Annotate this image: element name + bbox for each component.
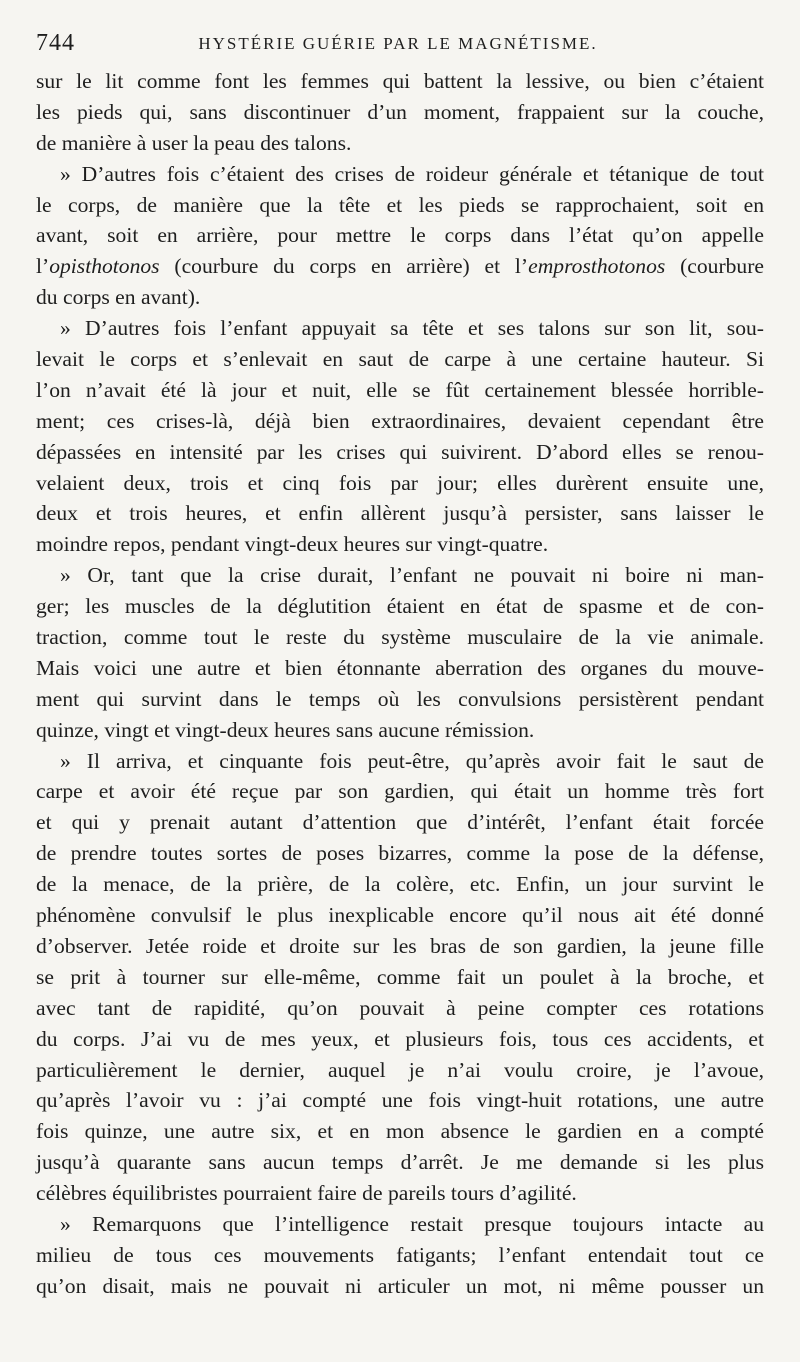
text-line: du corps en avant). xyxy=(36,285,201,310)
text-fragment: l’ xyxy=(36,254,50,279)
text-line: traction, comme tout le reste du système musculaire de la vie animale. xyxy=(36,625,764,650)
text-line: de prendre toutes sortes de poses bizarres, comme la pose de la défense, xyxy=(36,841,764,866)
text-line: qu’après l’avoir vu : j’ai compté une fois vingt-huit rotations, une autre xyxy=(36,1088,764,1113)
text-line: le corps, de manière que la tête et les pieds se rapprochaient, soit en xyxy=(36,192,764,217)
text-line: » D’autres fois c’étaient des crises de roideur générale et tétanique de tout xyxy=(60,161,764,186)
text-line: de manière à user la peau des talons. xyxy=(36,130,352,155)
text-line: fois quinze, une autre six, et en mon absence le gardien en a compté xyxy=(36,1119,764,1144)
text-line: levait le corps et s’enlevait en saut de carpe à une certaine hauteur. Si xyxy=(36,347,764,372)
text-line: célèbres équilibristes pourraient faire de pareils tours d’agilité. xyxy=(36,1181,577,1206)
text-line: Mais voici une autre et bien étonnante aberration des organes du mouve- xyxy=(36,655,764,680)
text-line: avec tant de rapidité, qu’on pouvait à peine compter ces rotations xyxy=(36,995,764,1020)
text-line: milieu de tous ces mouvements fatigants; l’enfant entendait tout ce xyxy=(36,1242,764,1267)
text-line: » Il arriva, et cinquante fois peut-être, qu’après avoir fait le saut de xyxy=(60,748,764,773)
text-line: qu’on disait, mais ne pouvait ni articuler un mot, ni même pousser un xyxy=(36,1273,764,1298)
page-header xyxy=(36,30,760,60)
text-line: deux et trois heures, et enfin allèrent jusqu’à persister, sans laisser le xyxy=(36,501,764,526)
text-line: dépassées en intensité par les crises qui suivirent. D’abord elles se renou- xyxy=(36,439,764,464)
text-line: » Remarquons que l’intelligence restait presque toujours intacte au xyxy=(60,1211,764,1236)
text-line: du corps. J’ai vu de mes yeux, et plusieurs fois, tous ces accidents, et xyxy=(36,1026,764,1051)
text-line: » Or, tant que la crise durait, l’enfant ne pouvait ni boire ni man- xyxy=(60,563,764,588)
text-line: l’on n’avait été là jour et nuit, elle se fût certainement blessée horrible- xyxy=(36,377,764,402)
text-line: ment qui survint dans le temps où les convulsions persistèrent pendant xyxy=(36,686,764,711)
text-line xyxy=(36,251,764,282)
text-line: d’observer. Jetée roide et droite sur les bras de son gardien, la jeune fille xyxy=(36,933,764,958)
text-line: quinze, vingt et vingt-deux heures sans aucune rémission. xyxy=(36,717,535,742)
text-line: se prit à tourner sur elle-même, comme fait un poulet à la broche, et xyxy=(36,964,764,989)
text-line: les pieds qui, sans discontinuer d’un moment, frappaient sur la couche, xyxy=(36,99,764,124)
term-emprosthotonos: emprosthotonos xyxy=(528,254,666,279)
page-number: 744 xyxy=(36,30,75,56)
text-line: et qui y prenait autant d’attention que d’intérêt, l’enfant était forcée xyxy=(36,810,764,835)
text-fragment: (courbure xyxy=(665,254,765,279)
running-head: HYSTÉRIE GUÉRIE PAR LE MAGNÉTISME. xyxy=(198,34,598,53)
text-line: carpe et avoir été reçue par son gardien, qui était un homme très fort xyxy=(36,779,764,804)
body-text xyxy=(36,66,764,1302)
term-opisthotonos: opisthotonos xyxy=(49,254,160,279)
text-line: » D’autres fois l’enfant appuyait sa tête et ses talons sur son lit, sou- xyxy=(60,316,764,341)
text-line: de la menace, de la prière, de la colère, etc. Enfin, un jour survint le xyxy=(36,872,764,897)
text-line: moindre repos, pendant vingt-deux heures sur vingt-quatre. xyxy=(36,532,549,557)
text-line: jusqu’à quarante sans aucun temps d’arrêt. Je me demande si les plus xyxy=(36,1150,764,1175)
text-fragment: (courbure du corps en arrière) et l’ xyxy=(159,254,529,279)
text-line: avant, soit en arrière, pour mettre le corps dans l’état qu’on appelle xyxy=(36,223,764,248)
text-line: sur le lit comme font les femmes qui battent la lessive, ou bien c’étaient xyxy=(36,69,764,93)
text-line: velaient deux, trois et cinq fois par jour; elles durèrent ensuite une, xyxy=(36,470,764,495)
text-line: phénomène convulsif le plus inexplicable encore qu’il nous ait été donné xyxy=(36,903,764,928)
text-line: ment; ces crises-là, déjà bien extraordinaires, devaient cependant être xyxy=(36,408,764,433)
text-line: particulièrement le dernier, auquel je n’ai voulu croire, je l’avoue, xyxy=(36,1057,764,1082)
text-line: ger; les muscles de la déglutition étaient en état de spasme et de con- xyxy=(36,594,764,619)
